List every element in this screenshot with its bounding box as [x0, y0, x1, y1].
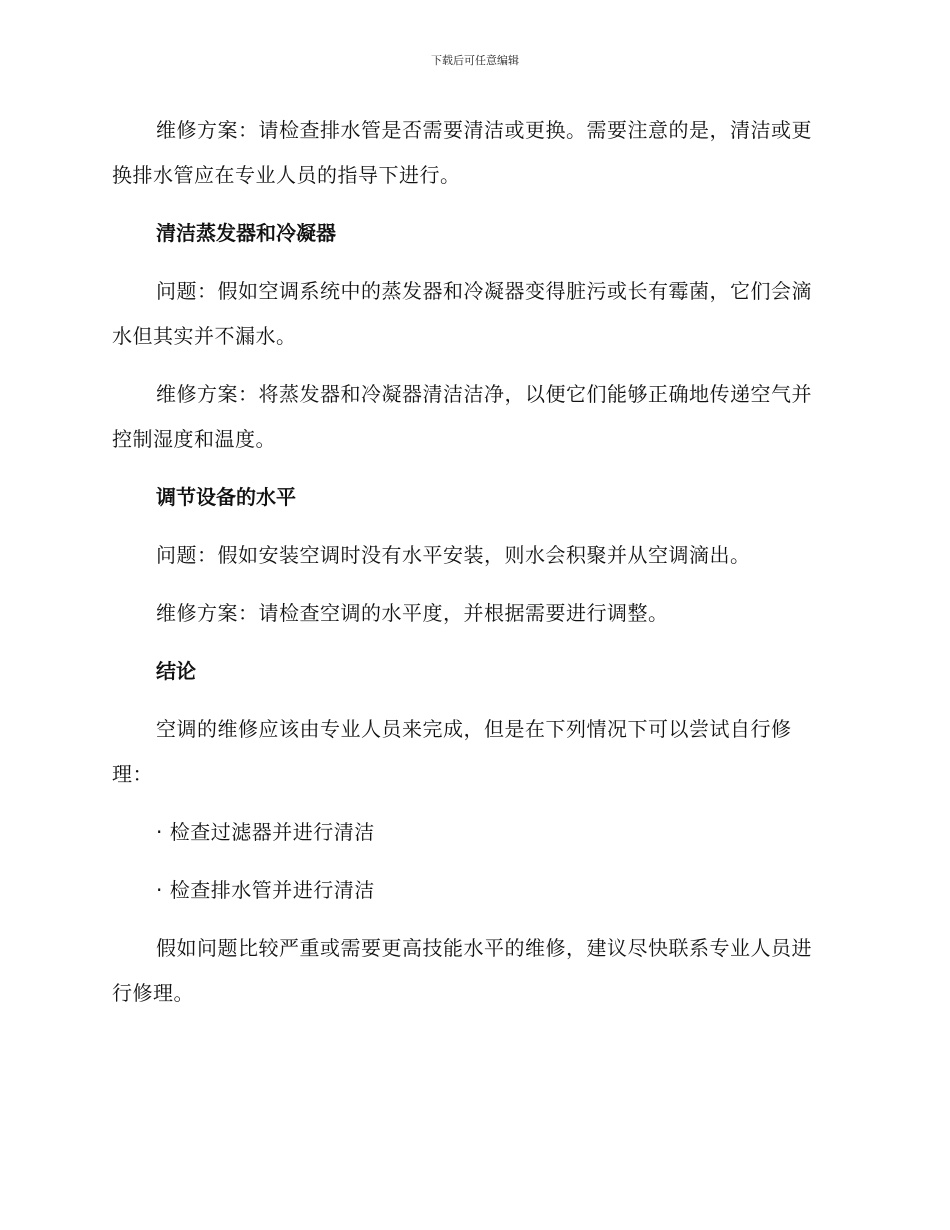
- bullet-check-drain: · 检查排水管并进行清洁: [156, 878, 375, 902]
- problem-clean-paragraph: 问题：假如空调系统中的蒸发器和冷凝器变得脏污或长有霉菌，它们会滴水但其实并不漏水。: [112, 279, 812, 348]
- spacer: [112, 256, 830, 269]
- conclusion-intro-paragraph: 空调的维修应该由专业人员来完成，但是在下列情况下可以尝试自行修理：: [112, 717, 792, 786]
- spacer: [112, 913, 830, 926]
- spacer: [112, 359, 830, 372]
- bullet-check-filter: · 检查过滤器并进行清洁: [156, 820, 375, 844]
- repair-level-paragraph: 维修方案：请检查空调的水平度，并根据需要进行调整。: [156, 601, 669, 625]
- repair-drain-paragraph: 维修方案：请检查排水管是否需要清洁或更换。需要注意的是，清洁或更换排水管应在专业人员的指导下进行。: [112, 118, 812, 187]
- spacer: [112, 520, 830, 533]
- spacer: [112, 198, 830, 211]
- spacer: [112, 578, 830, 591]
- spacer: [112, 462, 830, 475]
- document-body: [112, 108, 830, 1016]
- problem-level-paragraph: 问题：假如安装空调时没有水平安装，则水会积聚并从空调滴出。: [156, 543, 751, 567]
- spacer: [112, 694, 830, 707]
- heading-clean-evaporator: 清洁蒸发器和冷凝器: [156, 221, 336, 245]
- heading-conclusion: 结论: [156, 659, 196, 683]
- spacer: [112, 636, 830, 649]
- spacer: [112, 797, 830, 810]
- repair-clean-paragraph: 维修方案：将蒸发器和冷凝器清洁洁净，以便它们能够正确地传递空气并控制湿度和温度。: [112, 382, 812, 451]
- heading-adjust-level: 调节设备的水平: [156, 485, 296, 509]
- header-note: 下载后可任意编辑: [431, 54, 519, 67]
- spacer: [112, 855, 830, 868]
- conclusion-final-paragraph: 假如问题比较严重或需要更高技能水平的维修，建议尽快联系专业人员进行修理。: [112, 936, 812, 1005]
